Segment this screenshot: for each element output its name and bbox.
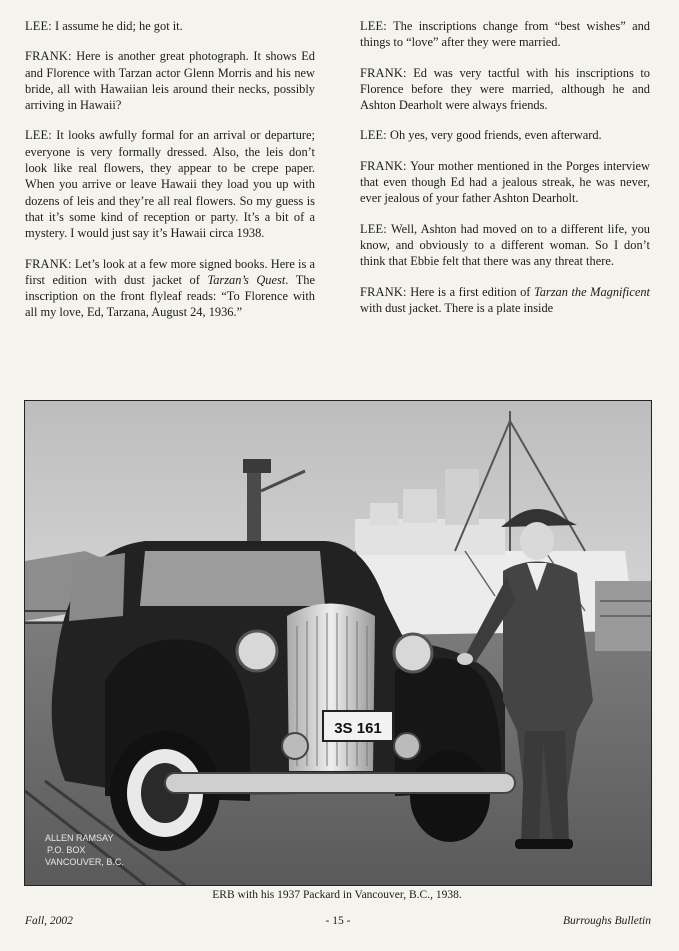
paragraph-text: The inscriptions change from “best wishes” and things to “love” after they were married. [360,19,650,50]
paragraph-text-after: with dust jacket. There is a plate inside [360,300,554,315]
speaker-label: LEE: [360,221,387,236]
car-bumper [165,773,515,793]
paragraph [25,127,315,241]
speaker-label: LEE: [360,19,387,33]
speaker-label: FRANK: [25,49,72,64]
car-side-window [69,553,125,621]
paragraph-text: Well, Ashton had moved on to a different life, you know, and obviously to a different woman. So I don’t think that Ebbie felt that there was any threat there. [360,221,650,269]
paragraph [25,256,315,321]
book-title: Tarzan the Magnificent [533,284,650,299]
left-column [25,18,315,335]
paragraph [25,48,315,113]
ship-funnel [445,469,479,525]
photo-illustration [25,401,651,885]
paragraph-text: I assume he did; he got it. [51,19,183,33]
publication-name: Burroughs Bulletin [562,915,651,927]
speaker-label: FRANK: [360,284,407,299]
paragraph-text: Your mother mentioned in the Porges interview that even though Ed had a jealous streak, he was never, ever jealous of your father Ashton Dearholt. [360,158,650,206]
ship-funnel [403,489,437,523]
paragraph [360,284,650,317]
paragraph-text-after: . The inscription on the front flyleaf reads: “To Florence with all my love, Ed, Tarzana, August 24, 1936.” [25,272,315,320]
book-title: Tarzan’s Quest [207,272,286,287]
speaker-label: FRANK: [360,65,407,80]
paragraph-text: Here is a first edition of [406,284,534,299]
car-fog-light [282,733,308,759]
stamp-line: ALLEN RAMSAY [45,833,114,843]
man-face [520,522,554,560]
photo-caption: ERB with his 1937 Packard in Vancouver, B.C., 1938. [212,889,462,901]
speaker-label: LEE: [25,19,52,33]
paragraph-text: Here is another great photograph. It shows Ed and Florence with Tarzan actor Glenn Morris and his new bride, all with Hawaiian leis around their necks, possibly arriving in Hawaii? [25,49,315,113]
car-fog-light [394,733,420,759]
stamp-line: VANCOUVER, B.C. [45,857,124,867]
car-headlight [394,634,432,672]
page-number: - 15 - [325,915,351,927]
paragraph-text: Let’s look at a few more signed books. Here is a first edition with dust jacket of [25,256,315,287]
photograph [24,400,652,886]
paragraph [360,18,650,51]
license-plate-text: 3S 161 [334,720,382,737]
paragraph [360,127,650,143]
paragraph [360,158,650,207]
right-column [360,18,650,330]
man-shoes [515,839,573,849]
speaker-label: LEE: [360,128,387,143]
paragraph [360,221,650,270]
paragraph [360,65,650,114]
car-headlight [237,631,277,671]
speaker-label: LEE: [25,128,52,143]
paragraph-text: Oh yes, very good friends, even afterward. [386,128,602,143]
ship-funnel [370,503,398,525]
crane-top [243,459,271,473]
issue-date: Fall, 2002 [25,915,73,927]
speaker-label: FRANK: [25,256,72,271]
stamp-line: P.O. BOX [47,845,86,855]
car-wheel [410,750,490,842]
paragraph-text: Ed was very tactful with his inscriptions to Florence before they were married, although he and Ashton Dearholt were always friends. [360,65,650,113]
paragraph-text: It looks awfully formal for an arrival or departure; everyone is very formally dressed. Also, the leis don’t look like real flowers, they appear to be crepe paper. When you arrive or leave Hawaii they load you up with dozens of leis and they’re all real flowers. So my guess is that it’s some kind of reception or party. It’s a bit of a mystery. I would just say it’s Hawaii circa 1938. [25,128,315,241]
car-windshield [140,551,325,606]
paragraph [25,18,315,34]
speaker-label: FRANK: [360,158,407,173]
man-hand [457,653,473,665]
